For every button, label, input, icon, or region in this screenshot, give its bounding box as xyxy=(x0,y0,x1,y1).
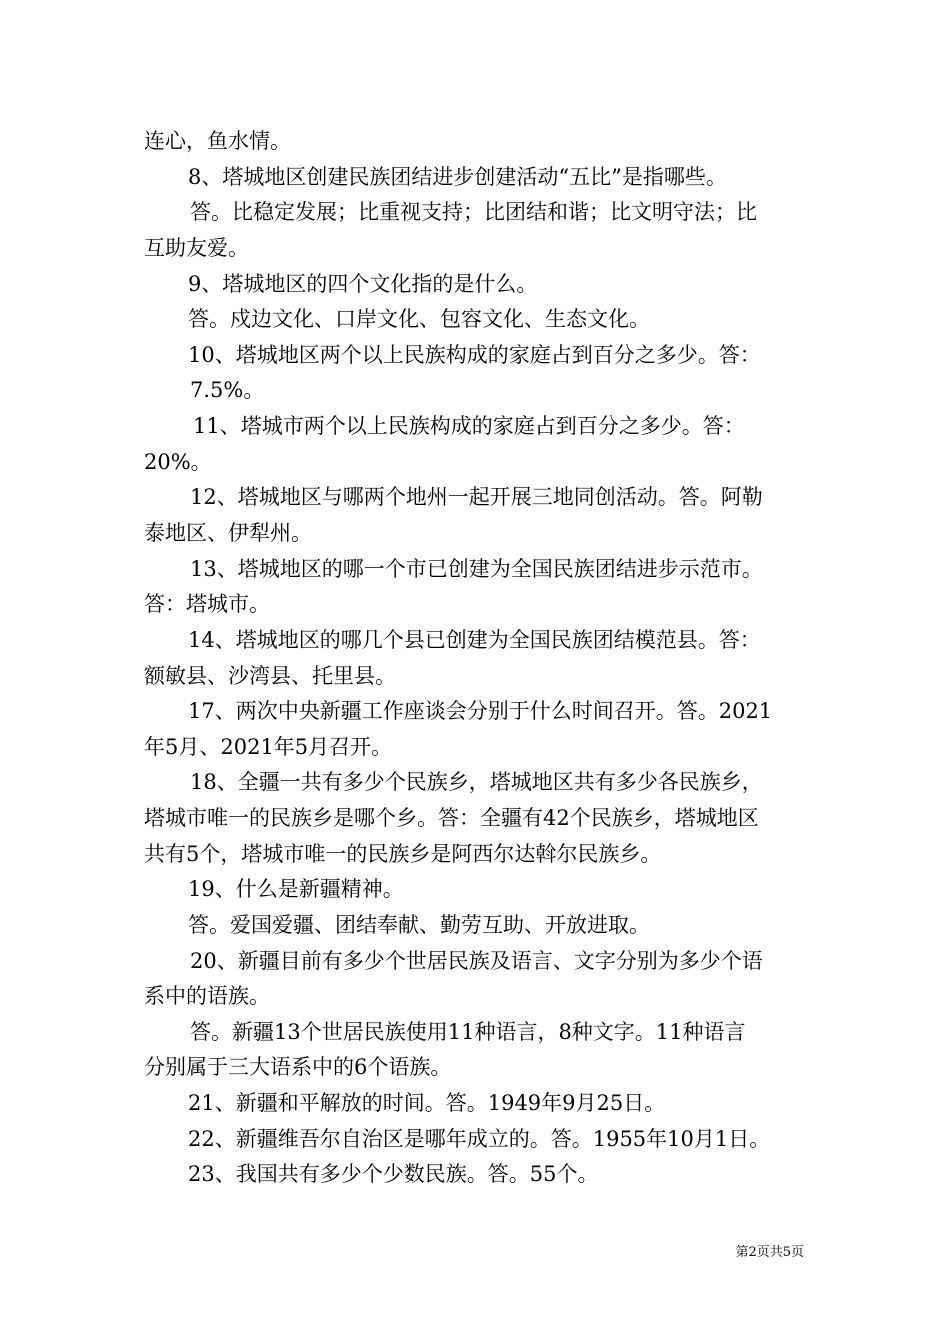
text-line: 17、两次中央新疆工作座谈会分别于什么时间召开。答。2021 xyxy=(188,699,773,723)
text-line: 20%。 xyxy=(144,450,212,474)
text-line: 塔城市唯一的民族乡是哪个乡。答：全疆有42个民族乡，塔城地区 xyxy=(144,806,759,830)
text-line: 19、什么是新疆精神。 xyxy=(188,877,404,901)
text-line: 年5月、2021年5月召开。 xyxy=(144,735,393,759)
text-line: 11、塔城市两个以上民族构成的家庭占到百分之多少。答： xyxy=(193,414,745,438)
text-line: 14、塔城地区的哪几个县已创建为全国民族团结模范县。答： xyxy=(188,628,761,652)
text-line: 8、塔城地区创建民族团结进步创建活动“五比”是指哪些。 xyxy=(188,165,727,189)
text-line: 答。戍边文化、口岸文化、包容文化、生态文化。 xyxy=(188,307,650,331)
page-number: 第2页共5页 xyxy=(735,1245,804,1260)
text-line: 连心，鱼水情。 xyxy=(144,129,291,153)
text-line: 泰地区、伊犁州。 xyxy=(144,521,312,545)
text-line: 额敏县、沙湾县、托里县。 xyxy=(144,664,396,688)
text-line: 9、塔城地区的四个文化指的是什么。 xyxy=(188,272,538,296)
text-line: 23、我国共有多少个少数民族。答。55个。 xyxy=(188,1162,599,1186)
text-line: 分别属于三大语系中的6个语族。 xyxy=(144,1055,452,1079)
text-line: 22、新疆维吾尔自治区是哪年成立的。答。1955年10月1日。 xyxy=(188,1127,771,1151)
text-line: 共有5个，塔城市唯一的民族乡是阿西尔达斡尔民族乡。 xyxy=(144,842,662,866)
text-line: 系中的语族。 xyxy=(144,984,270,1008)
text-line: 10、塔城地区两个以上民族构成的家庭占到百分之多少。答： xyxy=(188,343,761,367)
text-line: 20、新疆目前有多少个世居民族及语言、文字分别为多少个语 xyxy=(190,949,763,973)
text-line: 7.5%。 xyxy=(190,378,265,402)
text-line: 答。比稳定发展；比重视支持；比团结和谐；比文明守法；比 xyxy=(190,200,757,224)
text-line: 18、全疆一共有多少个民族乡，塔城地区共有多少各民族乡， xyxy=(190,770,763,794)
text-line: 互助友爱。 xyxy=(144,236,249,260)
text-line: 13、塔城地区的哪一个市已创建为全国民族团结进步示范市。 xyxy=(190,557,763,581)
text-line: 答：塔城市。 xyxy=(144,592,270,616)
text-line: 12、塔城地区与哪两个地州一起开展三地同创活动。答。阿勒 xyxy=(190,485,763,509)
text-line: 答。爱国爱疆、团结奉献、勤劳互助、开放进取。 xyxy=(188,913,650,937)
text-line: 21、新疆和平解放的时间。答。1949年9月25日。 xyxy=(188,1091,666,1115)
text-line: 答。新疆13个世居民族使用11种语言，8种文字。11种语言 xyxy=(190,1020,746,1044)
